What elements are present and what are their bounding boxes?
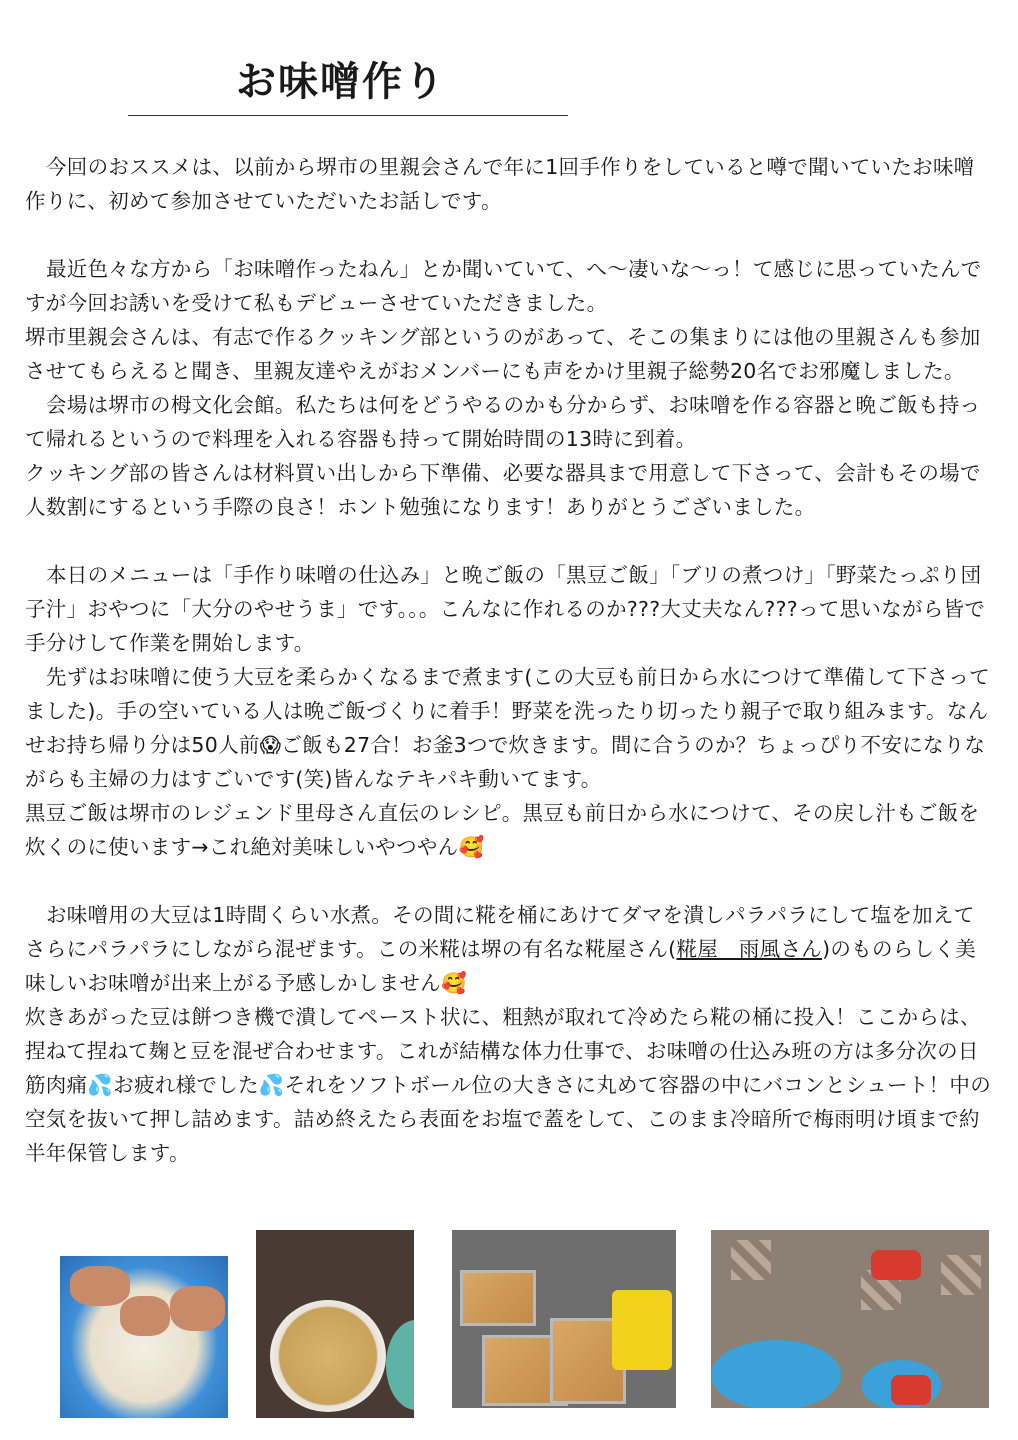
photo-miso-trays — [452, 1230, 676, 1408]
paragraph: 今回のおススメは、以前から堺市の里親会さんで年に1回手作りをしていると噂で聞いていたお味噌作りに、初めて参加させていただいたお話しです。 — [25, 155, 975, 213]
paragraph-text: )のものらしく美味しいお味噌が出来上がる予感しかしません🥰 — [25, 937, 976, 995]
paragraph: 会場は堺市の栂文化会館。私たちは何をどうやるのかも分からず、お味噌を作る容器と晩ご飯も持って帰れるというので料理を入れる容器も持って開始時間の13時に到着。 — [25, 393, 981, 451]
paragraph: 炊きあがった豆は餅つき機で潰してペースト状に、粗熱が取れて冷めたら糀の桶に投入！ここからは、捏ねて捏ねて麹と豆を混ぜ合わせます。これが結構な体力仕事で、お味噌の仕込み班の方は多分次の日筋肉痛💦お疲れ様でした💦それをソフトボール位の大きさに丸めて容器の中にバコンとシュート！中の空気を抜いて押し詰めます。詰め終えたら表面をお塩で蓋をして、このまま冷暗所で梅雨明け頃まで約半年保管します。 — [25, 1005, 992, 1165]
photo-soybeans — [256, 1230, 414, 1418]
photo-koji-mixing — [60, 1256, 228, 1418]
photo-group-kneading — [711, 1230, 989, 1408]
paragraph — [25, 898, 993, 1000]
paragraph: 堺市里親会さんは、有志で作るクッキング部というのがあって、そこの集まりには他の里親さんも参加させてもらえると聞き、里親友達やえがおメンバーにも声をかけ里親子総勢20名でお邪魔しました。 — [25, 325, 981, 383]
article-body — [25, 150, 993, 1170]
paragraph: 本日のメニューは「手作り味噌の仕込み」と晩ご飯の「黒豆ご飯」「ブリの煮つけ」「野菜たっぷり団子汁」おやつに「大分のやせうま」です。。。こんなに作れるのか???大丈夫なん???って思いながら皆で手分けして作業を開始します。 — [25, 563, 986, 655]
paragraph: 先ずはお味噌に使う大豆を柔らかくなるまで煮ます(この大豆も前日から水につけて準備して下さってました)。手の空いている人は晩ご飯づくりに着手！野菜を洗ったり切ったり親子で取り組みます。なんせお持ち帰り分は50人前😱ご飯も27合！お釜3つで炊きます。間に合うのか？ちょっぴり不安になりながらも主婦の力はすごいです(笑)皆んなテキパキ動いてます。 — [25, 665, 990, 791]
page-title: お味噌作り — [236, 59, 446, 105]
paragraph: クッキング部の皆さんは材料買い出しから下準備、必要な器具まで用意して下さって、会計もその場で人数割にするという手際の良さ！ホント勉強になります！ありがとうございました。 — [25, 461, 981, 519]
paragraph: 最近色々な方から「お味噌作ったねん」とか聞いていて、へ〜凄いな〜っ！て感じに思っていたんですが今回お誘いを受けて私もデビューさせていただきました。 — [25, 257, 982, 315]
photo-strip — [0, 1228, 1018, 1418]
paragraph: 黒豆ご飯は堺市のレジェンド里母さん直伝のレシピ。黒豆も前日から水につけて、その戻し汁もご飯を炊くのに使います→これ絶対美味しいやつやん🥰 — [25, 801, 980, 859]
paragraph-text: お味噌用の大豆は1時間くらい水煮。その間に糀を桶にあけてダマを潰しパラパラにして塩を加えてさらにパラパラにしながら混ぜます。この米糀は堺の有名な糀屋さん( — [25, 903, 975, 961]
koji-shop-link[interactable]: 糀屋 雨風さん — [676, 937, 823, 961]
title-underline — [128, 115, 568, 116]
